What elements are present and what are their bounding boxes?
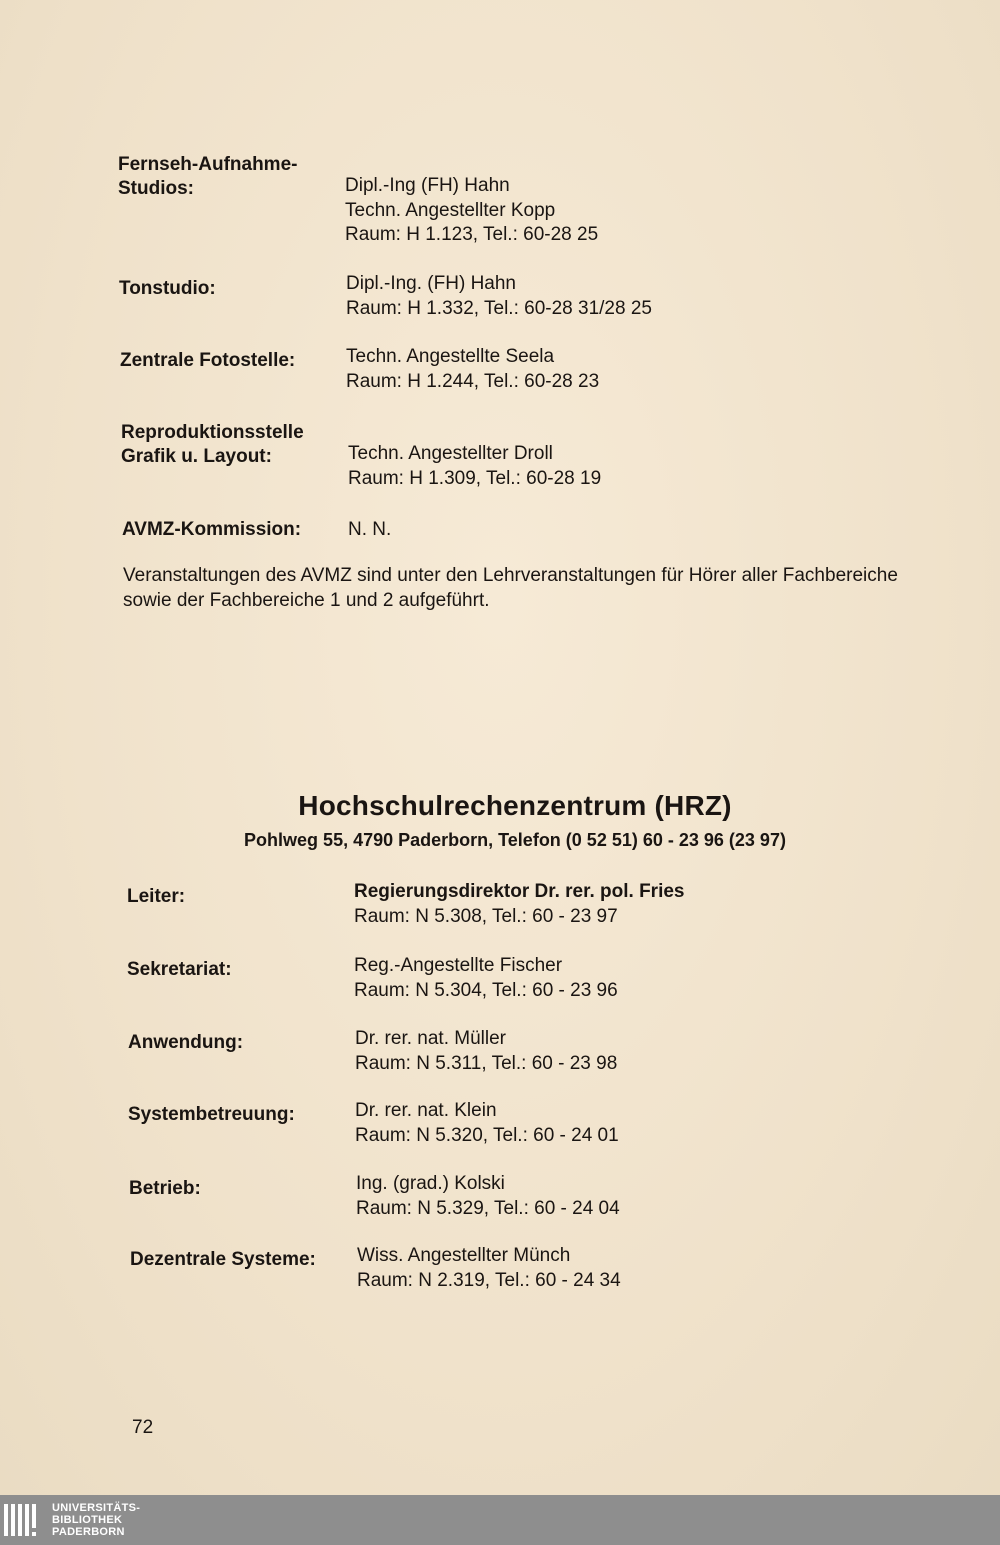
label-fotostelle: Zentrale Fotostelle: <box>120 350 296 371</box>
value-fernseh: Dipl.-Ing (FH) Hahn Techn. Angestellter Kopp Raum: H 1.123, Tel.: 60-28 25 <box>345 175 599 245</box>
label-leiter: Leiter: <box>127 886 186 907</box>
value-sekretariat: Reg.-Angestellte Fischer Raum: N 5.304, Tel.: 60 - 23 96 <box>354 955 618 1001</box>
avmz-note: Veranstaltungen des AVMZ sind unter den Lehrveranstaltungen für Hörer aller Fachbereiche sowie der Fachbereiche 1 und 2 aufgeführt. <box>123 565 898 611</box>
label-systembetreuung: Systembetreuung: <box>128 1104 295 1125</box>
hrz-title: Hochschulrechenzentrum (HRZ) <box>298 790 732 821</box>
library-logo-icon <box>4 1502 44 1540</box>
value-dezentrale-systeme: Wiss. Angestellter Münch Raum: N 2.319, Tel.: 60 - 24 34 <box>357 1245 621 1291</box>
value-systembetreuung: Dr. rer. nat. Klein Raum: N 5.320, Tel.: 60 - 24 01 <box>355 1100 619 1146</box>
label-kommission: AVMZ-Kommission: <box>122 519 302 540</box>
value-tonstudio: Dipl.-Ing. (FH) Hahn Raum: H 1.332, Tel.: 60-28 31/28 25 <box>346 273 652 319</box>
label-tonstudio: Tonstudio: <box>119 278 216 299</box>
label-dezentrale-systeme: Dezentrale Systeme: <box>130 1249 316 1270</box>
library-name: UNIVERSITÄTS- BIBLIOTHEK PADERBORN <box>52 1502 141 1538</box>
label-sekretariat: Sekretariat: <box>127 959 232 980</box>
value-betrieb: Ing. (grad.) Kolski Raum: N 5.329, Tel.: 60 - 24 04 <box>356 1173 620 1219</box>
page-number: 72 <box>132 1417 154 1438</box>
value-fotostelle: Techn. Angestellte Seela Raum: H 1.244, Tel.: 60-28 23 <box>346 346 600 392</box>
label-fernseh: Fernseh-Aufnahme- Studios: <box>118 154 298 199</box>
label-reproduktion: Reproduktionsstelle Grafik u. Layout: <box>121 422 304 467</box>
library-footer <box>0 1495 1000 1545</box>
value-reproduktion: Techn. Angestellter Droll Raum: H 1.309, Tel.: 60-28 19 <box>348 443 602 489</box>
value-kommission: N. N. <box>348 519 392 540</box>
value-anwendung: Dr. rer. nat. Müller Raum: N 5.311, Tel.: 60 - 23 98 <box>355 1028 618 1074</box>
hrz-address: Pohlweg 55, 4790 Paderborn, Telefon (0 52 51) 60 - 23 96 (23 97) <box>244 830 786 850</box>
value-leiter: Regierungsdirektor Dr. rer. pol. Fries Raum: N 5.308, Tel.: 60 - 23 97 <box>354 881 685 927</box>
label-anwendung: Anwendung: <box>128 1032 244 1053</box>
label-betrieb: Betrieb: <box>129 1178 201 1199</box>
